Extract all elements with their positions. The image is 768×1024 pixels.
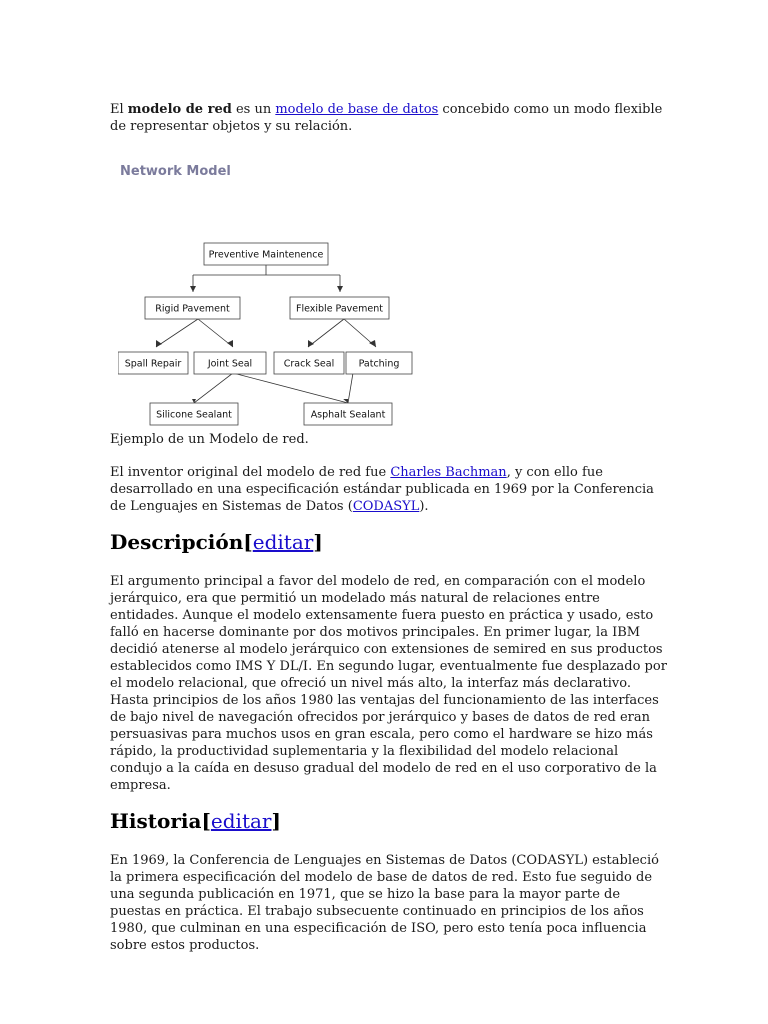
heading-descripcion-text: Descripción: [110, 530, 244, 554]
node-patching: Patching: [358, 358, 400, 370]
intro-text-end: concebido como un modo flexible de representar objetos y su relación.: [110, 102, 663, 134]
article-body: [110, 101, 670, 960]
node-flexible: Flexible Pavement: [295, 303, 384, 315]
arrow-spall: [156, 340, 162, 347]
node-silicone: Silicone Sealant: [156, 409, 232, 421]
link-modelo-base-datos[interactable]: modelo de base de datos: [275, 102, 439, 117]
connector-joint-silicone: [194, 373, 233, 403]
historia-paragraph: En 1969, la Conferencia de Lenguajes en Sistemas de Datos (CODASYL) estableció la primera especificación del modelo de base de datos de red. Esto fue seguido de una segunda publicación en 1971, que se hizo la base para la mayor parte de puestas en práctica. El trabajo subsecuente continuado en principios de los años 1980, que culminan en una especificación de ISO, pero esto tenía poca influencia sobre estos productos.: [110, 853, 659, 953]
network-model-diagram-lower: [118, 399, 418, 427]
network-model-diagram: [118, 155, 418, 403]
intro-paragraph: [110, 101, 670, 135]
link-codasyl[interactable]: CODASYL: [352, 499, 420, 514]
inventor-text-middle: , y con ello fue desarrollado en una especificación estándar publicada en 1969 por la Conferencia de Lenguajes en Sistemas de Datos (: [110, 465, 654, 514]
node-joint: Joint Seal: [207, 358, 253, 370]
arrow-joint: [227, 340, 233, 347]
link-charles-bachman[interactable]: Charles Bachman: [390, 465, 507, 480]
heading-historia-text: Historia: [110, 809, 202, 833]
connector-joint-asphalt: [233, 373, 348, 403]
node-spall: Spall Repair: [124, 358, 182, 370]
node-preventive: Preventive Maintenence: [208, 249, 324, 261]
arrow-crack: [308, 340, 314, 347]
heading-historia: [110, 808, 670, 834]
intro-text-start: El: [110, 102, 128, 117]
descripcion-paragraph: El argumento principal a favor del modelo de red, en comparación con el modelo jerárquico, era que permitió un modelado más natural de relaciones entre entidades. Aunque el modelo extensamente fuera puesto en práctica y usado, esto falló en hacerse dominante por dos motivos principales. En primer lugar, la IBM decidió atenerse al modelo jerárquico con extensiones de semired en sus productos establecidos como IMS Y DL/I. En segundo lugar, eventualmente fue desplazado por el modelo relacional, que ofreció un nivel más alto, la interfaz más declarativo. Hasta principios de los años 1980 las ventajas del funcionamiento de las interfaces de bajo nivel de navegación ofrecidos por jerárquico y bases de datos de red eran persuasivas para muchos usos en gran escala, pero como el hardware se hizo más rápido, la productividad suplementaria y la flexibilidad del modelo relacional condujo a la caída en desuso gradual del modelo de red en el uso corporativo de la empresa.: [110, 574, 667, 793]
edit-link-descripcion[interactable]: editar: [252, 530, 314, 554]
edit-bracket-open: [: [201, 809, 211, 833]
diagram-connectors: [156, 265, 376, 403]
node-asphalt: Asphalt Sealant: [310, 409, 386, 421]
edit-bracket-close: ]: [271, 809, 281, 833]
node-rigid: Rigid Pavement: [155, 303, 230, 315]
edit-link-historia[interactable]: editar: [210, 809, 272, 833]
diagram-nodes: [118, 243, 412, 374]
inventor-paragraph: [110, 464, 670, 515]
diagram-title: Network Model: [120, 164, 231, 179]
connector-patching-asphalt: [348, 373, 353, 403]
edit-bracket-open: [: [243, 530, 253, 554]
connector-flexible-crack: [308, 319, 344, 347]
connector-rigid-spall: [156, 319, 198, 347]
arrow-patching: [369, 340, 376, 347]
arrow-flexible: [337, 286, 343, 292]
edit-bracket-close: ]: [313, 530, 323, 554]
inventor-text-start: El inventor original del modelo de red fue: [110, 465, 391, 480]
intro-text-middle: es un: [231, 102, 276, 117]
node-crack: Crack Seal: [283, 358, 335, 370]
figure-caption: Ejemplo de un Modelo de red.: [110, 432, 309, 447]
network-model-figure: [118, 155, 418, 403]
arrow-rigid: [190, 286, 196, 292]
inventor-text-end: ).: [419, 499, 429, 514]
intro-bold-term: modelo de red: [127, 102, 232, 117]
heading-descripcion: [110, 529, 670, 555]
